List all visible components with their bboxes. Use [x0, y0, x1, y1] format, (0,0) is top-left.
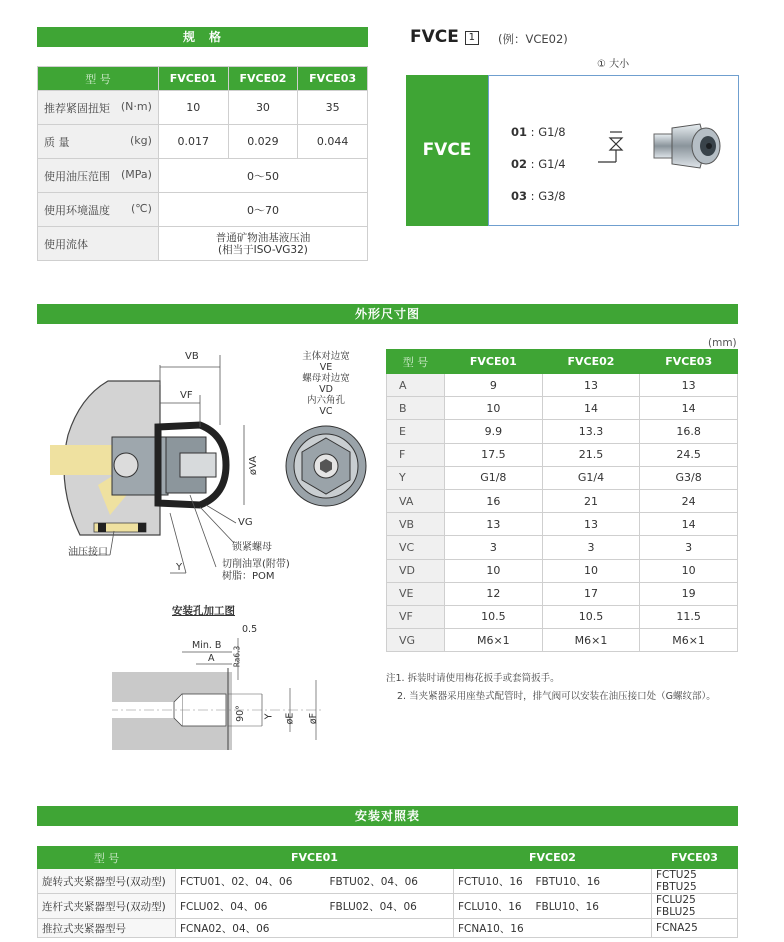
mount-cell: FCLU10、16	[454, 894, 532, 919]
spec-cell: 35	[298, 91, 368, 125]
spec-label-text: 推荐紧固扭矩	[44, 101, 110, 115]
dim-cell: 14	[640, 513, 738, 536]
dim-cell: 3	[445, 536, 543, 559]
model-code-name: FVCE	[410, 27, 459, 47]
spec-header-model: 型 号	[38, 67, 159, 91]
label-a: A	[208, 653, 215, 664]
mount-cell: FCNA25	[652, 919, 738, 938]
size-option-03	[511, 180, 566, 212]
dim-row	[387, 559, 738, 582]
mount-cell: FCLU02、04、06	[176, 894, 326, 919]
dim-cell: G3/8	[640, 466, 738, 489]
dim-key: VG	[387, 629, 445, 652]
size-thread: : G3/8	[530, 189, 566, 203]
dim-row	[387, 536, 738, 559]
mount-cell: FCTU10、16	[454, 869, 532, 894]
dim-row	[387, 489, 738, 512]
mount-header-fvce02: FVCE02	[454, 847, 652, 869]
fluid-line1: 普通矿物油基液压油	[215, 231, 311, 244]
label-y2: Y	[263, 713, 275, 720]
label-body-flat-line1: 主体对边宽	[302, 351, 350, 362]
fluid-line2: (相当于ISO-VG32)	[218, 243, 308, 256]
label-body-flat-line2: VE	[319, 362, 333, 373]
mount-section-title: 安装对照表	[37, 806, 738, 826]
dim-cell: 10	[542, 559, 640, 582]
label-vb: VB	[185, 351, 199, 362]
size-option-01	[511, 116, 566, 148]
label-min-b: Min. B	[192, 640, 222, 651]
model-left-box: FVCE	[406, 75, 488, 226]
size-code: 01	[511, 125, 528, 139]
spec-row-fluid	[38, 227, 368, 261]
label-port: 油压接口	[68, 547, 108, 558]
mount-cell: 连杆式夹紧器型号(双动型)	[38, 894, 176, 919]
dim-cell: 13	[542, 374, 640, 397]
label-ra: Ra6.3	[232, 645, 242, 668]
label-angle: 90°	[234, 705, 246, 722]
mount-cell: FBTU02、04、06	[326, 869, 454, 894]
label-hex-line1: 内六角孔	[306, 395, 345, 406]
mount-row	[38, 894, 738, 919]
mount-header-row	[38, 847, 738, 869]
spec-table	[37, 66, 368, 261]
mount-cell: FCTU01、02、04、06	[176, 869, 326, 894]
dim-key: VF	[387, 605, 445, 628]
dim-header-fvce02: FVCE02	[542, 350, 640, 374]
spec-cell: 0.044	[298, 125, 368, 159]
label-va: øVA	[248, 455, 260, 476]
dim-cell: 19	[640, 582, 738, 605]
mount-row	[38, 869, 738, 894]
size-label: ① 大小	[597, 59, 630, 70]
spec-section-title: 规 格	[37, 27, 368, 47]
mount-cell: FBLU10、16	[532, 894, 652, 919]
spec-label-unit: (℃)	[130, 201, 152, 215]
label-cover	[222, 559, 290, 583]
dim-cell: 10	[445, 397, 543, 420]
dim-key: VB	[387, 513, 445, 536]
spec-label	[38, 193, 159, 227]
spec-cell: 0.017	[158, 125, 228, 159]
dim-cell: 9.9	[445, 420, 543, 443]
dim-header-row	[387, 350, 738, 374]
dim-cell: 17	[542, 582, 640, 605]
mount-hole-drawing	[112, 630, 332, 760]
spec-label-text: 使用流体	[44, 237, 88, 251]
label-cover-line1: 切削油罩(附带)	[222, 559, 290, 570]
spec-header-row	[38, 67, 368, 91]
mount-cell: FCNA10、16	[454, 919, 532, 938]
mount-hole-title: 安装孔加工图	[172, 605, 235, 617]
dim-cell: 11.5	[640, 605, 738, 628]
size-thread: : G1/8	[530, 125, 566, 139]
label-gap: 0.5	[242, 624, 258, 635]
dim-cell: 14	[640, 397, 738, 420]
mount-cell: 推拉式夹紧器型号	[38, 919, 176, 938]
dim-row	[387, 443, 738, 466]
mount-cell: FCNA02、04、06	[176, 919, 326, 938]
dim-cell: 21.5	[542, 443, 640, 466]
dim-key: E	[387, 420, 445, 443]
dim-cell: G1/8	[445, 466, 543, 489]
mount-cell: FBTU10、16	[532, 869, 652, 894]
mount-cell: FCLU25 FBLU25	[652, 894, 738, 919]
dim-cell: 12	[445, 582, 543, 605]
unit-label: (mm)	[708, 337, 737, 349]
size-thread: : G1/4	[530, 157, 566, 171]
dim-cell: 10	[445, 559, 543, 582]
spec-cell: 10	[158, 91, 228, 125]
label-nut-flat-line2: VD	[319, 384, 333, 395]
spec-label-unit: (N·m)	[120, 99, 152, 113]
spec-header-fvce01: FVCE01	[158, 67, 228, 91]
dim-header-fvce01: FVCE01	[445, 350, 543, 374]
dim-cell: 24.5	[640, 443, 738, 466]
dim-row	[387, 420, 738, 443]
spec-row-torque	[38, 91, 368, 125]
spec-label	[38, 227, 159, 261]
spec-cell: 0.029	[228, 125, 298, 159]
outline-section-title: 外形尺寸图	[37, 304, 738, 324]
dim-key: F	[387, 443, 445, 466]
model-code-box: 1	[465, 31, 479, 45]
dim-key: A	[387, 374, 445, 397]
spec-label	[38, 91, 159, 125]
spec-label-unit: (kg)	[129, 133, 152, 147]
mount-header-fvce01: FVCE01	[176, 847, 454, 869]
dim-key: VE	[387, 582, 445, 605]
size-option-02	[511, 148, 566, 180]
dim-row	[387, 397, 738, 420]
dim-cell: 13	[640, 374, 738, 397]
dim-cell: 13	[445, 513, 543, 536]
vent-valve-photo	[650, 118, 726, 174]
dim-cell: M6×1	[542, 629, 640, 652]
dim-cell: 16.8	[640, 420, 738, 443]
valve-front-view	[276, 420, 376, 510]
dim-cell: 9	[445, 374, 543, 397]
mount-cell	[326, 919, 454, 938]
dim-cell: 3	[640, 536, 738, 559]
dim-row	[387, 582, 738, 605]
spec-label	[38, 125, 159, 159]
spec-label-unit: (MPa)	[120, 167, 152, 181]
dim-key: B	[387, 397, 445, 420]
spec-label-text: 使用油压范围	[44, 169, 110, 183]
dim-cell: 17.5	[445, 443, 543, 466]
mount-cell: FCTU25 FBTU25	[652, 869, 738, 894]
mount-cell: 旋转式夹紧器型号(双动型)	[38, 869, 176, 894]
spec-cell-merged: 0～70	[158, 193, 367, 227]
dimension-table	[386, 349, 738, 652]
dim-key: Y	[387, 466, 445, 489]
dim-header-fvce03: FVCE03	[640, 350, 738, 374]
dim-body	[387, 374, 738, 652]
note-1: 注1. 拆装时请使用梅花扳手或套筒扳手。	[386, 673, 560, 684]
dim-cell: 10.5	[445, 605, 543, 628]
dim-header-model: 型 号	[387, 350, 445, 374]
dim-row	[387, 374, 738, 397]
label-y: Y	[176, 562, 183, 573]
spec-label-text: 使用环境温度	[44, 203, 110, 217]
mount-cell	[532, 919, 652, 938]
spec-header-fvce03: FVCE03	[298, 67, 368, 91]
mount-row	[38, 919, 738, 938]
label-cover-line2: 树脂：POM	[222, 571, 275, 582]
dim-cell: 16	[445, 489, 543, 512]
dim-key: VD	[387, 559, 445, 582]
dim-cell: 21	[542, 489, 640, 512]
mount-header-model: 型 号	[38, 847, 176, 869]
dim-key: VA	[387, 489, 445, 512]
dim-cell: 14	[542, 397, 640, 420]
dim-row	[387, 605, 738, 628]
spec-cell: 30	[228, 91, 298, 125]
mount-header-fvce03: FVCE03	[652, 847, 738, 869]
spec-label-text: 质 量	[44, 135, 70, 149]
spec-row-mass	[38, 125, 368, 159]
label-locknut: 锁紧螺母	[232, 542, 272, 553]
spec-label	[38, 159, 159, 193]
dim-row	[387, 466, 738, 489]
mount-cell: FBLU02、04、06	[326, 894, 454, 919]
dim-row	[387, 629, 738, 652]
label-hex-line2: VC	[319, 406, 333, 417]
label-vg: VG	[238, 517, 253, 528]
dim-cell: M6×1	[640, 629, 738, 652]
dim-cell: 10.5	[542, 605, 640, 628]
mount-table	[37, 846, 738, 938]
spec-header-fvce02: FVCE02	[228, 67, 298, 91]
dim-cell: 3	[542, 536, 640, 559]
spec-cell-merged: 0～50	[158, 159, 367, 193]
dim-cell: G1/4	[542, 466, 640, 489]
dim-cell: 13	[542, 513, 640, 536]
dim-row	[387, 513, 738, 536]
dim-key: VC	[387, 536, 445, 559]
label-body-flat	[296, 351, 356, 417]
label-e: øE	[284, 712, 296, 725]
size-list	[511, 116, 566, 212]
note-2: 2. 当夹紧器采用座垫式配管时，排气阀可以安装在油压接口处（G螺纹部）。	[397, 691, 716, 702]
spec-row-temperature	[38, 193, 368, 227]
size-code: 03	[511, 189, 528, 203]
dim-cell: M6×1	[445, 629, 543, 652]
spec-cell-merged	[158, 227, 367, 261]
label-f: øF	[308, 712, 320, 725]
size-code: 02	[511, 157, 528, 171]
dim-cell: 10	[640, 559, 738, 582]
mount-body	[38, 869, 738, 938]
spec-row-pressure	[38, 159, 368, 193]
label-nut-flat-line1: 螺母对边宽	[302, 373, 350, 384]
model-code-example: (例：VCE02)	[498, 32, 568, 46]
label-vf: VF	[180, 390, 193, 401]
dim-cell: 24	[640, 489, 738, 512]
model-code-title	[410, 27, 479, 47]
vent-valve-symbol	[592, 128, 632, 168]
dim-cell: 13.3	[542, 420, 640, 443]
